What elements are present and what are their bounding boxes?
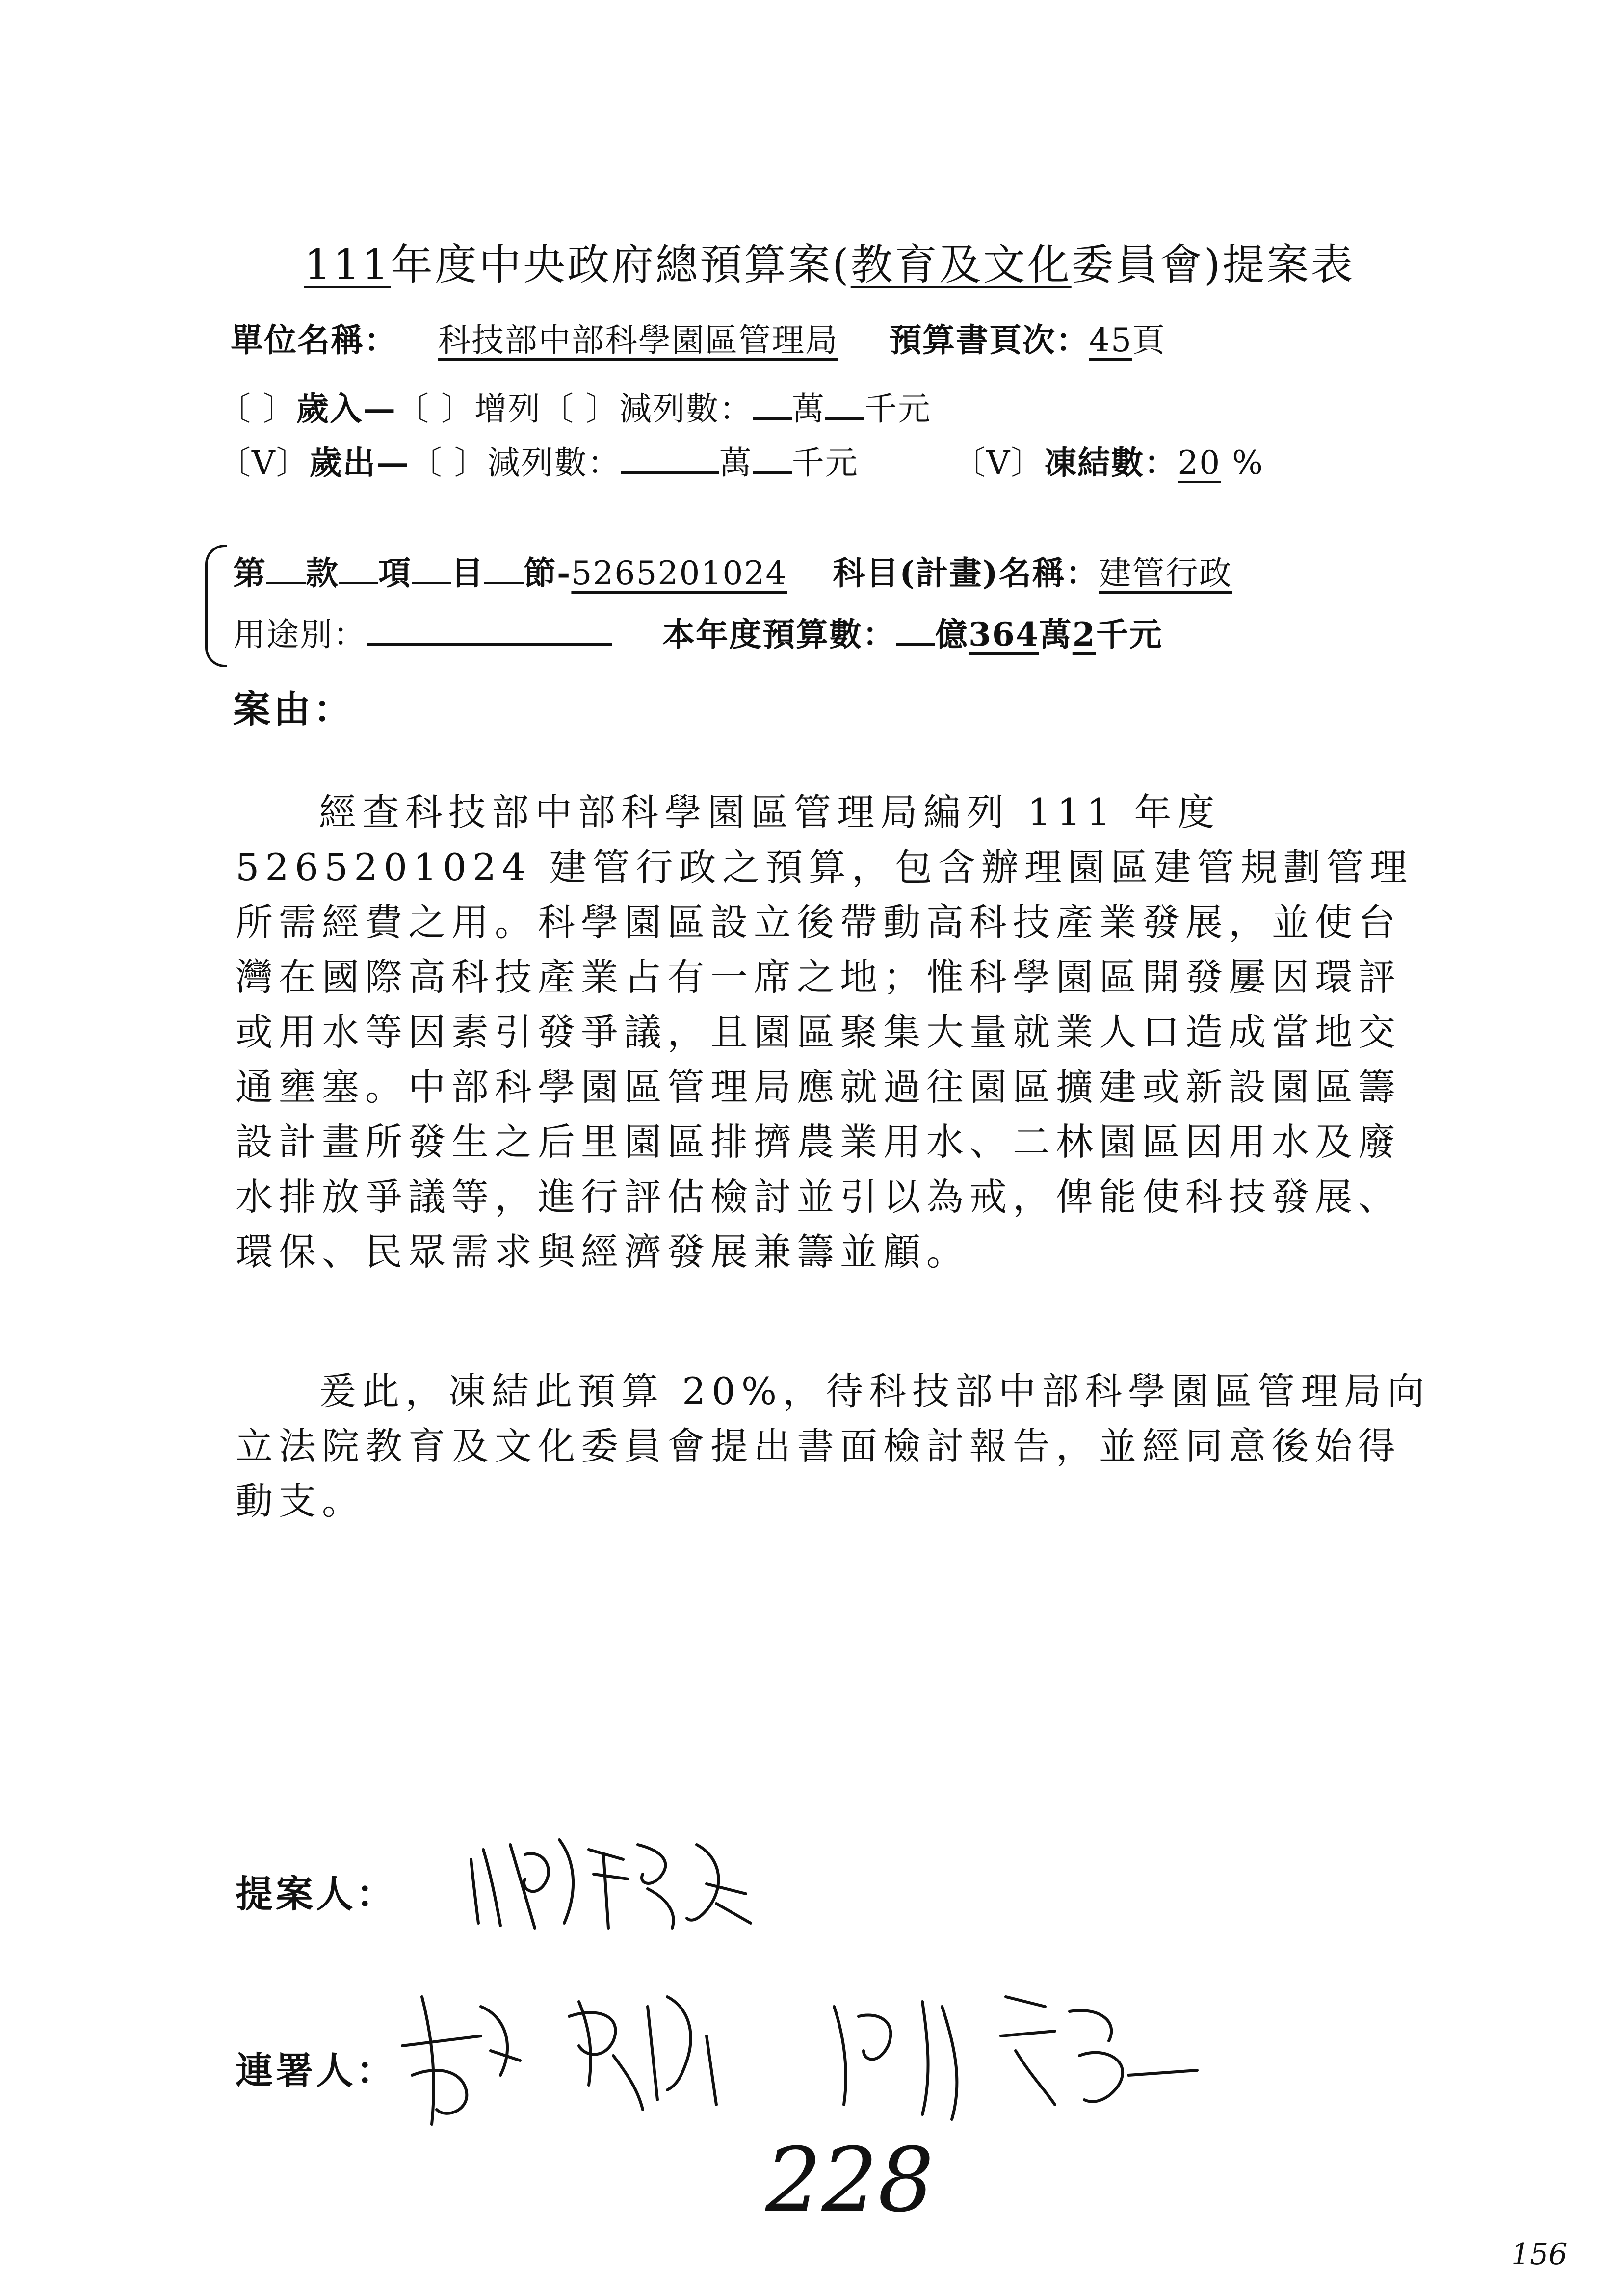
corner-mark: 156 [1511, 2237, 1568, 2271]
revenue-qian: 千元 [864, 390, 931, 428]
unit-value: 科技部中部科學園區管理局 [438, 321, 838, 359]
revenue-wan: 萬 [791, 390, 825, 428]
revenue-checkbox: 〔 〕 [218, 390, 296, 428]
item-xiang: 項 [378, 554, 412, 592]
yi-blank [896, 614, 935, 646]
usage-blank [367, 614, 612, 646]
unit-line [231, 314, 1166, 361]
item-code: 5265201024 [571, 554, 787, 592]
revenue-wan-blank [753, 388, 792, 420]
budget-qian-value: 2 [1072, 615, 1096, 653]
expenditure-label: 歲出— [309, 444, 410, 482]
item-brace [205, 545, 227, 667]
reason-text-2: 爰此，凍結此預算 20%，待科技部中部科學園區管理局向立法院教育及文化委員會提出書面檢討報告，並經同意後始得動支。 [236, 1369, 1431, 1523]
title-text-b: 委員會)提案表 [1071, 240, 1355, 289]
reason-paragraph-1 [236, 785, 1433, 1279]
budget-qian: 千元 [1096, 615, 1163, 653]
proposer-signature [461, 1830, 765, 1938]
budget-wan: 萬 [1039, 615, 1073, 653]
budget-yi: 億 [935, 615, 969, 653]
page-title [304, 231, 1355, 291]
item-mu: 目 [451, 554, 484, 592]
expenditure-wan: 萬 [719, 444, 753, 482]
title-year: 111 [304, 240, 391, 289]
subject-value: 建管行政 [1099, 554, 1232, 592]
item-jie: 節- [524, 554, 572, 592]
subject-label: 科目(計畫)名稱： [833, 554, 1099, 592]
reason-text-1: 經查科技部中部科學園區管理局編列 111 年度 5265201024 建管行政之預算，包含辦理園區建管規劃管理所需經費之用。科學園區設立後帶動高科技產業發展，並使台灣在國際高科技產業占有一席之地；惟科學園區開發屢因環評或用水等因素引發爭議，且園區聚集大量就業人口造成當地交通壅塞。中部科學園區管理局應就過往園區擴建或新設園區籌設計畫所發生之后里園區排擠農業用水、二林園區因用水及廢水排放爭議等，進行評估檢討並引以為戒，俾能使科技發展、環保、民眾需求與經濟發展兼籌並顧。 [236, 790, 1413, 1274]
usage-line [233, 608, 1163, 655]
freeze-checkbox: 〔V〕 [953, 444, 1045, 482]
unit-label: 單位名稱： [231, 321, 397, 359]
cosigner-signatures [393, 1977, 1349, 2134]
revenue-label: 歲入— [296, 390, 396, 428]
budget-wan-value: 364 [968, 615, 1039, 653]
expenditure-decrease: 〔 〕減列數： [409, 444, 621, 482]
revenue-qian-blank [825, 388, 864, 420]
usage-label: 用途別： [233, 616, 367, 653]
page-ref-label: 預算書頁次： [889, 321, 1089, 359]
expenditure-wan-blank [621, 442, 719, 474]
mu-blank [412, 552, 451, 584]
proposer-label: 提案人： [236, 1872, 396, 1916]
jie-blank [484, 552, 524, 584]
revenue-decrease: 〔 〕減列數： [541, 390, 753, 428]
item-line [233, 547, 1232, 594]
title-text-a: 年度中央政府總預算案( [391, 240, 851, 289]
title-committee: 教育及文化 [850, 240, 1072, 289]
expenditure-qian: 千元 [791, 444, 859, 482]
cosigner-label: 連署人： [236, 2049, 396, 2092]
expenditure-checkbox: 〔V〕 [218, 444, 310, 482]
expenditure-line [218, 437, 1264, 483]
page-number: 228 [765, 2129, 934, 2232]
xiang-blank [339, 552, 378, 584]
page-ref-value: 45 [1089, 321, 1132, 359]
reason-paragraph-2 [236, 1364, 1433, 1529]
reason-label: 案由： [233, 687, 354, 731]
expenditure-qian-blank [753, 442, 792, 474]
item-kuan: 款 [306, 554, 339, 592]
kuan-blank [266, 552, 306, 584]
revenue-line [218, 383, 931, 429]
item-di: 第 [233, 554, 266, 592]
revenue-increase: 〔 〕增列 [396, 390, 541, 428]
freeze-label: 凍結數： [1044, 444, 1178, 482]
freeze-value: 20 [1178, 444, 1221, 482]
budget-label: 本年度預算數： [662, 615, 896, 653]
page-ref-suffix: 頁 [1132, 321, 1166, 359]
freeze-unit: % [1232, 444, 1264, 482]
